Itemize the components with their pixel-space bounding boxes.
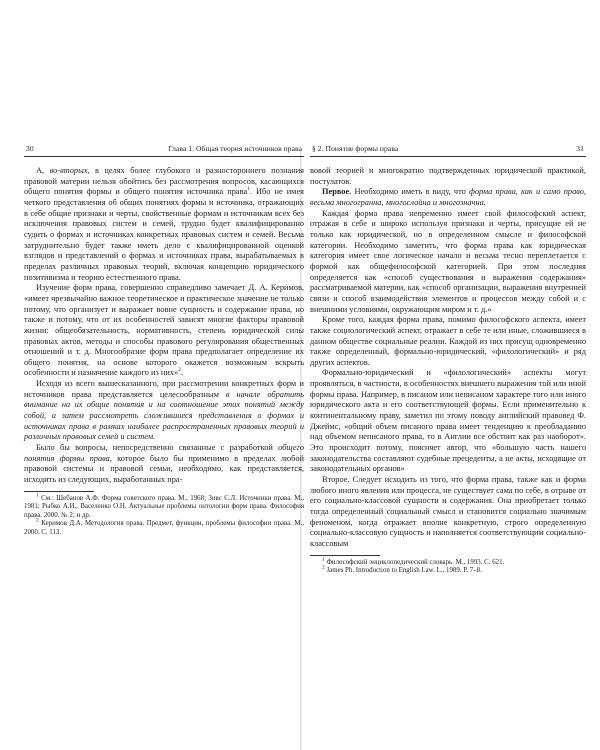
left-running-header — [24, 144, 304, 157]
paragraph: Формально-юридический и «филологический» аспекты могут проявляться, в частности, в особенностях внешнего выражения той или иной формы права. Например, в писаном или неписаном характере того или иного юридического акта и его соответствующей формы. Если применительно к континентальному праву, заметил по этому поводу английский правовед Ф. Джеймс, «общий объем писаного права имеет тенденцию к преобладанию над объемом неписаного права, то в Англии все обстоит как раз наоборот». Это происходит потому, поясняет автор, что «большую часть нашего законодательства составляют судебные прецеденты, а не акты, исходящие от законодательных органов» — [310, 368, 586, 474]
paragraph: вовой теорией и многократно подтвержденных юридической практикой, постулатов. — [310, 166, 586, 186]
footnote: $^1$ Философский энциклопедический словарь. М., 1993. С. 621. — [322, 556, 505, 566]
footnote: $^1$ См.: Шебанов А.Ф. Форма советского права. М., 1968; Зивс С.Л. Источники права. М., 1981; Рыбко А.И., Васеленко О.Н. Актуальные проблемы онтологии форм права. Философия права. 2000. № 2; и др. — [24, 492, 304, 519]
right-page-number: 31 — [576, 144, 584, 153]
left-page-number: 30 — [26, 144, 34, 153]
paragraph: Второе. Следует исходить из того, что форма права, также как и форма любого иного явления или процесса, не существует сама по себе, в отрыве от его социально-классовой сущности и содержания. Она приобретает только тогда определенный социальный смысл и становится социально значимым феноменом, когда отражает вполне конкретную, строго определенную социально-классовую сущность и наполняется соответствующим социально-классовым — [310, 475, 586, 548]
footnote-rule — [24, 491, 94, 492]
left-running-head: Глава 1. Общая теория источников права — [168, 144, 302, 153]
paragraph: Исходя из всего вышесказанного, при рассмотрении конкретных форм и источников права представляется целесообразным в начале обратить внимание на их общие понятия и на соотношение этих понятий между собой, а затем рассмотреть сложившиеся представления о формах и источниках права в рамках наиболее распространенных правовых теорий и различных правовых семей и систем. — [24, 379, 304, 442]
paragraph: Каждая форма права непременно имеет свой философский аспект, отражая в себе и широко используя признаки и черты, присущие ей не только как юридической, но в определенном смысле и философской категории. Необходимо заметить, что форма права как юридическая категория имеет свое логическое начало и весьма тесно переплетается с формой как общефилософской категорией. При этом последняя определяется как «способ существования и выражения содержания» рассматриваемой материи, как «способ организации, выражения внутренней связи и способ взаимодействия элементов и процессов между собой и с внешними условиями, окружающим миром и т. д.» — [310, 208, 586, 314]
footnote: $^2$ James Ph. Introduction to English Law. L., 1989. P. 7–8. — [322, 564, 482, 575]
paragraph: Изучение форм права, совершенно справедливо замечает Д. А. Керимов, «имеет чрезвычайно важное теоретическое и практическое значение не только потому, что организует и выражает вовне сущность и содержание права, но также и потому, что от их особенностей зависят многие факторы правовой жизни: общеобязательность, нормативность, степень юридической силы правовых актов, методы и способы правового регулирования общественных отношений и т. д. Многообразие форм права предполагает определение их общего понятия, на основе которого окажется возможным вскрыть особенности и назначение каждого из них»$^2$. — [24, 283, 304, 378]
right-running-header — [310, 144, 586, 157]
paragraph: Первое. Необходимо иметь в виду, что форма права, как и само право, весьма многогранна, многослойна и многозначна. — [310, 187, 587, 207]
paragraph: Кроме того, каждая форма права, помимо философского аспекта, имеет также социологический аспект, отражает в себе те или иные, сложившиеся в данном обществе социальные реалии. Каждой из них присущ одновременно также определенный, формально-юридический, «филологический» и ряд других аспектов. — [310, 315, 586, 367]
right-page-body — [310, 166, 586, 576]
left-page — [24, 144, 305, 538]
right-page — [310, 144, 587, 576]
right-running-head: § 2. Понятие формы права — [312, 144, 399, 153]
left-page-body — [24, 166, 304, 538]
paragraph: Было бы вопросы, непосредственно связанные с разработкой общего понятия формы права, которое было бы применимо в пределах любой правовой системы и правовой семьи, необходимо, как представляется, исходить из следующих, выработанных пра- — [24, 443, 304, 485]
footnote-rule — [310, 555, 380, 556]
paragraph: А, во-вторых, в целях более глубокого и разностороннего познания правовой материи нельзя обойтись без рассмотрения вопросов, касающихся общего понятия формы и общего понятия источника права$^1$. Ибо не имея четкого представления об общих понятиях формы и источника, отражающих в себе общие признаки и черты, свойственные формам и источникам всех без исключения правовых систем и семей, трудно будет квалифицированно судить о формах и источниках конкретных правовых систем и семей. Весьма затруднительно будет также иметь дело с квалифицированной оценкой взглядов и представлений о формах и источниках права, вырабатываемых в пределах различных правовых теорий, включая концепцию юридического позитивизма и теорию естественного права. — [24, 166, 305, 282]
footnote: $^2$ Керимов Д.А. Методология права. Предмет, функции, проблемы философии права. М., 2000. С. 113. — [24, 518, 304, 537]
